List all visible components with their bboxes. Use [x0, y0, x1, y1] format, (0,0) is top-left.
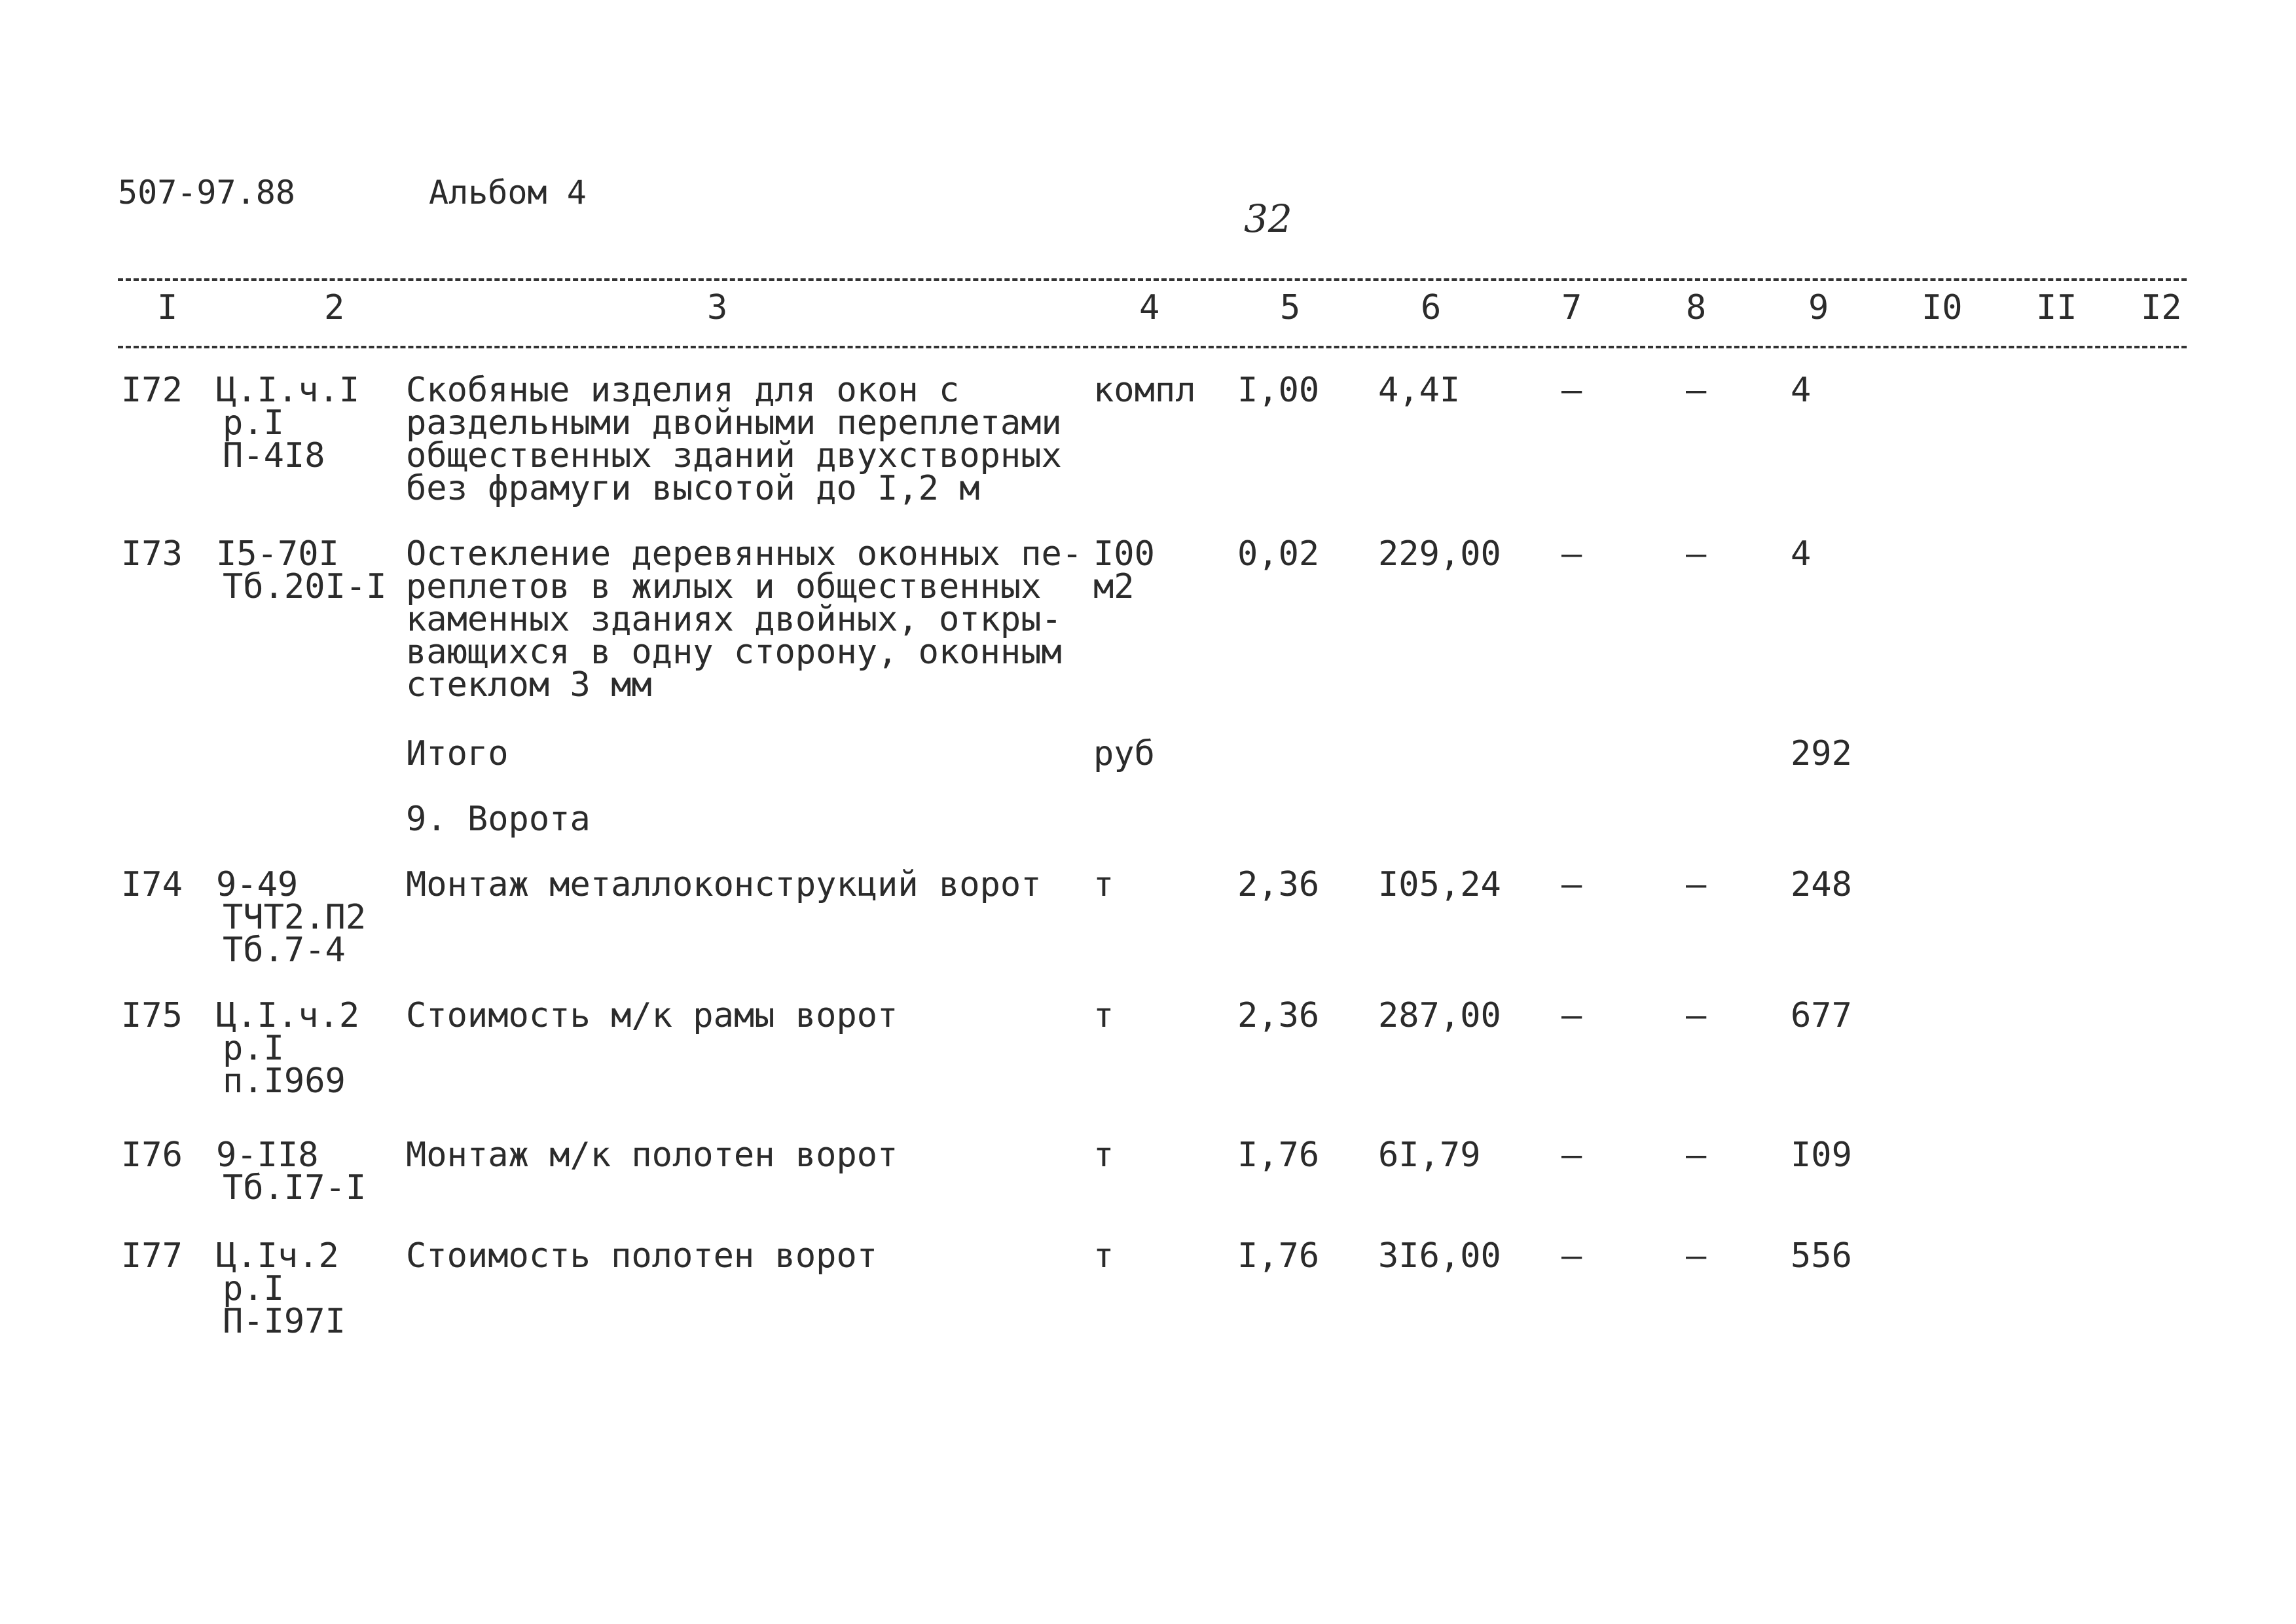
column-number-4: 4 — [1139, 288, 1160, 327]
unit-price: 4,4I — [1378, 371, 1461, 410]
column-number-9: 9 — [1808, 288, 1829, 327]
column-8-value: – — [1686, 865, 1707, 904]
column-8-value: – — [1686, 371, 1707, 410]
work-description-line: вающихся в одну сторону, оконным — [406, 633, 1062, 672]
table-top-divider — [118, 278, 2187, 281]
column-7-value: – — [1561, 1135, 1582, 1175]
norm-reference-line: р.I — [223, 403, 284, 443]
column-number-5: 5 — [1280, 288, 1301, 327]
row-number: I76 — [121, 1135, 183, 1175]
work-description-line: Стоимость м/к рамы ворот — [406, 996, 898, 1035]
column-number-3: 3 — [707, 288, 728, 327]
quantity: 2,36 — [1237, 865, 1320, 904]
unit-price: 229,00 — [1378, 534, 1501, 574]
norm-reference-line: р.I — [223, 1029, 284, 1068]
column-number-11: II — [2036, 288, 2077, 327]
column-number-1: I — [157, 288, 178, 327]
column-8-value: – — [1686, 1236, 1707, 1276]
work-description-line: Монтаж м/к полотен ворот — [406, 1135, 898, 1175]
page-number: 32 — [1244, 196, 1292, 241]
norm-reference-line: п.I969 — [223, 1061, 346, 1101]
column-number-7: 7 — [1561, 288, 1582, 327]
unit-price: 287,00 — [1378, 996, 1501, 1035]
total-cost: 677 — [1791, 996, 1852, 1035]
album-label: Альбом 4 — [429, 174, 587, 212]
norm-reference-line: Ц.I.ч.I — [216, 371, 360, 410]
column-7-value: – — [1561, 371, 1582, 410]
column-8-value: – — [1686, 996, 1707, 1035]
work-description-line: 9. Ворота — [406, 800, 591, 839]
column-number-6: 6 — [1421, 288, 1442, 327]
unit-price: I05,24 — [1378, 865, 1501, 904]
unit-price: 3I6,00 — [1378, 1236, 1501, 1276]
norm-reference-line: I5-70I — [216, 534, 339, 574]
quantity: I,76 — [1237, 1135, 1320, 1175]
total-cost: 248 — [1791, 865, 1852, 904]
row-number: I73 — [121, 534, 183, 574]
norm-reference-line: р.I — [223, 1269, 284, 1308]
quantity: 2,36 — [1237, 996, 1320, 1035]
total-cost: 4 — [1791, 371, 1812, 410]
column-8-value: – — [1686, 1135, 1707, 1175]
total-cost: I09 — [1791, 1135, 1852, 1175]
unit-price: 6I,79 — [1378, 1135, 1481, 1175]
column-7-value: – — [1561, 534, 1582, 574]
work-description-line: без фрамуги высотой до I,2 м — [406, 469, 980, 508]
unit-of-measure: т — [1093, 1236, 1114, 1276]
norm-reference-line: ТЧТ2.П2 — [223, 898, 367, 937]
unit-of-measure: компл — [1093, 371, 1196, 410]
quantity: I,76 — [1237, 1236, 1320, 1276]
work-description-line: Скобяные изделия для окон с — [406, 371, 960, 410]
norm-reference-line: 9-II8 — [216, 1135, 319, 1175]
norm-reference-line: Тб.7-4 — [223, 931, 346, 970]
unit-of-measure: м2 — [1093, 567, 1135, 606]
unit-of-measure: т — [1093, 865, 1114, 904]
row-number: I75 — [121, 996, 183, 1035]
column-number-8: 8 — [1686, 288, 1707, 327]
work-description-line: каменных зданиях двойных, откры- — [406, 600, 1062, 639]
total-cost: 292 — [1791, 734, 1852, 773]
total-cost: 556 — [1791, 1236, 1852, 1276]
norm-reference-line: П-4I8 — [223, 436, 325, 475]
norm-reference-line: Ц.I.ч.2 — [216, 996, 360, 1035]
quantity: 0,02 — [1237, 534, 1320, 574]
row-number: I74 — [121, 865, 183, 904]
norm-reference-line: 9-49 — [216, 865, 299, 904]
norm-reference-line: Тб.I7-I — [223, 1168, 367, 1208]
work-description-line: Итого — [406, 734, 509, 773]
norm-reference-line: П-I97I — [223, 1302, 346, 1341]
column-8-value: – — [1686, 534, 1707, 574]
column-7-value: – — [1561, 1236, 1582, 1276]
work-description-line: раздельными двойными переплетами — [406, 403, 1062, 443]
work-description-line: стеклом 3 мм — [406, 665, 652, 705]
column-7-value: – — [1561, 996, 1582, 1035]
column-number-10: I0 — [1922, 288, 1963, 327]
table-header-divider — [118, 346, 2187, 348]
norm-reference-line: Ц.Iч.2 — [216, 1236, 339, 1276]
row-number: I72 — [121, 371, 183, 410]
unit-of-measure: I00 — [1093, 534, 1155, 574]
work-description-line: общественных зданий двухстворных — [406, 436, 1062, 475]
unit-of-measure: т — [1093, 1135, 1114, 1175]
work-description-line: Монтаж металлоконструкций ворот — [406, 865, 1042, 904]
column-7-value: – — [1561, 865, 1582, 904]
document-code: 507-97.88 — [118, 174, 295, 212]
row-number: I77 — [121, 1236, 183, 1276]
unit-of-measure: т — [1093, 996, 1114, 1035]
norm-reference-line: Тб.20I-I — [223, 567, 387, 606]
work-description-line: Стоимость полотен ворот — [406, 1236, 878, 1276]
work-description-line: Остекление деревянных оконных пе- — [406, 534, 1083, 574]
unit-of-measure: руб — [1093, 734, 1155, 773]
quantity: I,00 — [1237, 371, 1320, 410]
work-description-line: реплетов в жилых и общественных — [406, 567, 1042, 606]
column-number-2: 2 — [324, 288, 345, 327]
total-cost: 4 — [1791, 534, 1812, 574]
column-number-12: I2 — [2141, 288, 2182, 327]
